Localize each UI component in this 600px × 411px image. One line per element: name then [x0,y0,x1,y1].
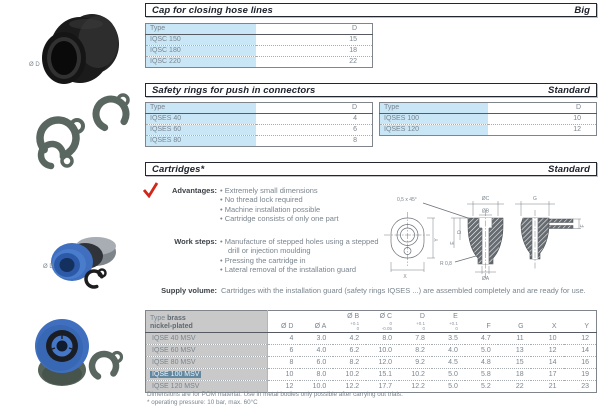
advantage-item: • Cartridge consists of only one part [220,214,395,223]
column-d: D [256,103,373,114]
cap-product-photo [28,8,123,93]
table-row: IQSES 60 6 [146,125,373,136]
cartridge-photo-front [18,308,138,400]
column-d: D [488,103,597,114]
table-row: IQSES 40 4 [146,114,373,125]
safety-rings-table-left [145,102,373,147]
supply-volume-label: Supply volume: [161,286,217,295]
drawing-dia-c-label: ØC [481,196,490,202]
cartridge-row[interactable]: IQSE 80 MSV 8 6.0 8.2 12.0 9.2 4.5 4.8 15 14 16 [146,357,597,369]
section-badge-standard-1: Standard [548,84,590,96]
cartridge-photo-angled [38,228,123,292]
cartridge-technical-drawing [383,190,597,290]
column-dia-c: Ø C 0 -0.05 [366,311,399,333]
work-steps-list [220,237,392,275]
column-dia-a: Ø A [300,311,333,333]
cartridge-table-header-row [146,311,597,333]
column-dia-d: Ø D [268,311,301,333]
cartridge-row[interactable]: IQSE 60 MSV 6 4.0 6.2 10.0 8.2 4.0 5.0 13 12 14 [146,345,597,357]
drawing-dia-b-label: ØB [481,208,490,215]
table-row: IQSC 220 22 [146,57,373,68]
column-g: G [498,311,531,333]
column-d: D +0.1 0 [399,311,432,333]
cap-table-header-row [146,24,373,35]
cap-table [145,23,373,68]
table-header-row [146,103,373,114]
advantage-item: • Machine installation possible [220,205,395,214]
section-title-cartridges: Cartridges* [152,163,205,175]
column-type-material: Type brass nickel-plated [146,311,268,333]
column-type: Type [146,103,256,114]
section-badge-big: Big [574,4,590,16]
safety-rings-photo [16,86,141,174]
table-header-row [380,103,597,114]
section-header-safety-rings [145,83,597,97]
drawing-d-label: D [457,230,463,234]
column-type: Type [380,103,488,114]
table-row: IQSES 80 8 [146,136,373,147]
work-step-item: • Pressing the cartridge in [220,256,392,265]
row-type-label: IQSE 80 MSV [152,359,196,366]
advantages-label: Advantages: [171,186,217,195]
footnote-pressure: * operating pressure: 10 bar, max. 60°C [147,399,258,406]
table-row: IQSC 150 15 [146,35,373,46]
column-x: X [531,311,564,333]
work-step-item: • Manufacture of stepped holes using a stepped drill or injection moulding [220,237,392,256]
column-dia-b: Ø B +0.1 0 [333,311,366,333]
advantages-list [220,186,395,224]
column-f: F [465,311,498,333]
safety-rings-table-right [379,102,597,136]
footnote-material: Dimensions are for POM material. Use in metal bodies only possible after carrying out trials. [147,391,403,398]
drawing-y-label: Y [434,238,440,242]
section-header-cap [145,3,597,17]
supply-volume-text: Cartridges with the installation guard (safety rings IQSES ...) are assembled completely and are ready for use. [221,286,586,295]
table-row: IQSC 180 18 [146,46,373,57]
cartridge-row[interactable]: IQSE 120 MSV 12 10.0 12.2 17.7 12.2 5.0 5.2 22 21 23 [146,381,597,393]
cartridge-row[interactable]: IQSE 40 MSV 4 3.0 4.2 8.0 7.8 3.5 4.7 11 10 12 [146,333,597,345]
column-y: Y [564,311,597,333]
column-e: E +0.1 0 [432,311,465,333]
work-steps-label: Work steps: [174,237,217,246]
table-row: IQSES 120 12 [380,125,597,136]
drawing-chamfer-label: 0,5 x 45° [397,197,417,203]
row-type-label[interactable]: IQSE 100 MSV [152,371,200,378]
table-row: IQSES 100 10 [380,114,597,125]
drawing-radius-label: R 0,8 [440,261,452,267]
work-step-item: • Lateral removal of the installation guard [220,265,392,274]
drawing-x-label: X [403,274,407,280]
cap-diameter-label: Ø D [29,62,40,68]
section-title-safety-rings: Safety rings for push in connectors [152,84,316,96]
column-type: Type [146,24,256,35]
advantage-item: • Extremely small dimensions [220,186,395,195]
column-d: D [256,24,373,35]
drawing-dia-a-label: ØA [481,276,490,282]
row-type-label: IQSE 60 MSV [152,347,196,354]
row-type-label: IQSE 120 MSV [152,383,200,390]
cartridge-table [145,310,597,393]
section-badge-standard-2: Standard [548,163,590,175]
drawing-f-label: F [580,224,586,228]
section-header-cartridges [145,162,597,176]
section-title-cap: Cap for closing hose lines [152,4,273,16]
drawing-g-label: G [533,196,537,202]
drawing-e-label: E [450,241,456,245]
cartridge-diameter-label: Ø D [43,264,54,270]
row-type-label: IQSE 40 MSV [152,335,196,342]
cartridge-row-selected[interactable]: IQSE 100 MSV 10 8.0 10.2 15.1 10.2 5.0 5.8 18 17 19 [146,369,597,381]
advantage-item: • No thread lock required [220,195,395,204]
